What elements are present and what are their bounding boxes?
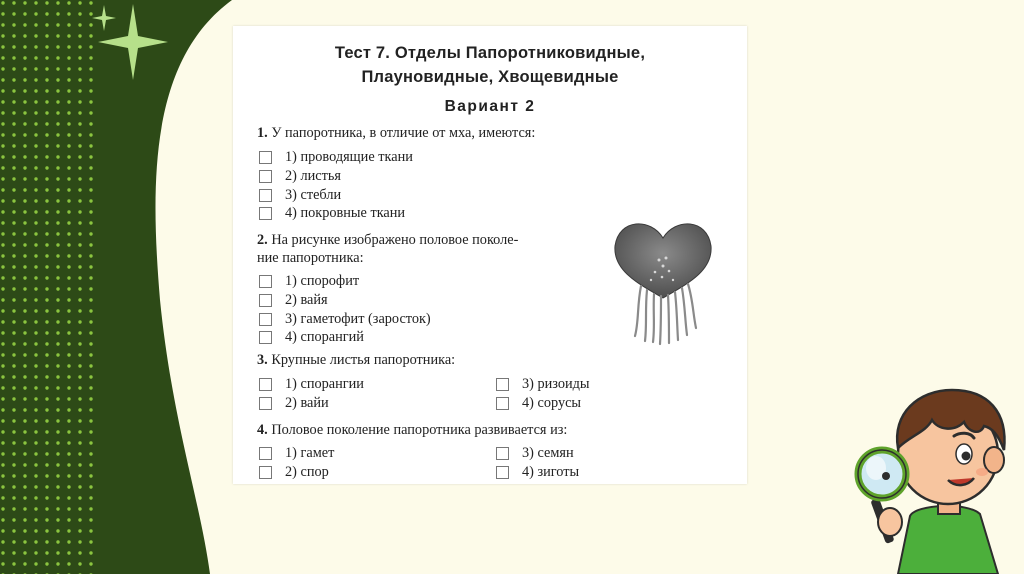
checkbox[interactable] <box>259 170 272 183</box>
checkbox[interactable] <box>259 189 272 202</box>
option-checkbox[interactable] <box>496 464 579 481</box>
option-checkbox[interactable] <box>259 311 431 328</box>
test-title-line2: Плауновидные, Хвощевидные <box>361 68 619 86</box>
option-checkbox[interactable] <box>259 187 341 204</box>
option-checkbox[interactable] <box>259 464 329 481</box>
test-title-line1: Тест 7. Отделы Папоротниковидные, <box>334 44 646 62</box>
option-label: 2) вайя <box>285 292 328 308</box>
option-checkbox[interactable] <box>259 292 328 309</box>
option-checkbox[interactable] <box>259 376 364 393</box>
question-2-continued <box>257 250 364 267</box>
option-label: 2) спор <box>285 464 329 480</box>
question-text: ние папоротника: <box>257 250 364 266</box>
test-card <box>233 26 747 484</box>
option-label: 1) спорофит <box>285 273 360 289</box>
checkbox[interactable] <box>259 275 272 288</box>
option-label: 3) гаметофит (заросток) <box>285 311 431 327</box>
option-checkbox[interactable] <box>259 149 413 166</box>
option-label: 4) сорусы <box>522 395 582 411</box>
option-label: 3) семян <box>522 445 574 461</box>
option-label: 4) покровные ткани <box>285 205 406 221</box>
question-number: 3. <box>257 352 268 368</box>
option-checkbox[interactable] <box>259 329 364 346</box>
fern-gametophyte-illustration <box>611 216 716 346</box>
option-checkbox[interactable] <box>259 395 329 412</box>
checkbox[interactable] <box>259 331 272 344</box>
decorative-left-band <box>0 0 260 574</box>
option-label: 2) листья <box>285 168 341 184</box>
question-1 <box>257 125 535 142</box>
option-label: 3) стебли <box>285 187 342 203</box>
question-text: У папоротника, в отличие от мха, имеются: <box>271 125 536 141</box>
option-label: 1) гамет <box>285 445 335 461</box>
option-checkbox[interactable] <box>259 205 405 222</box>
checkbox[interactable] <box>259 447 272 460</box>
question-number: 4. <box>257 422 268 438</box>
question-number: 2. <box>257 232 268 248</box>
option-checkbox[interactable] <box>496 395 581 412</box>
option-label: 4) спорангий <box>285 329 364 345</box>
option-checkbox[interactable] <box>259 168 341 185</box>
question-text: На рисунке изображено половое поколе- <box>271 232 519 248</box>
checkbox[interactable] <box>259 207 272 220</box>
checkbox[interactable] <box>259 151 272 164</box>
checkbox[interactable] <box>496 378 509 391</box>
checkbox[interactable] <box>259 397 272 410</box>
checkbox[interactable] <box>496 466 509 479</box>
checkbox[interactable] <box>259 466 272 479</box>
checkbox[interactable] <box>496 447 509 460</box>
option-label: 1) проводящие ткани <box>285 149 413 165</box>
option-label: 3) ризоиды <box>522 376 590 392</box>
option-checkbox[interactable] <box>259 273 359 290</box>
checkbox[interactable] <box>259 313 272 326</box>
option-label: 1) спорангии <box>285 376 364 392</box>
question-text: Крупные листья папоротника: <box>271 352 456 368</box>
checkbox[interactable] <box>496 397 509 410</box>
question-3 <box>257 352 455 369</box>
variant-label: Вариант 2 <box>444 98 536 115</box>
question-text: Половое поколение папоротника развивается из: <box>271 422 568 438</box>
question-4 <box>257 422 567 439</box>
option-label: 4) зиготы <box>522 464 580 480</box>
option-checkbox[interactable] <box>496 445 574 462</box>
option-checkbox[interactable] <box>259 445 334 462</box>
option-label: 2) вайи <box>285 395 329 411</box>
option-checkbox[interactable] <box>496 376 590 393</box>
checkbox[interactable] <box>259 378 272 391</box>
boy-with-magnifier-illustration <box>848 384 1024 574</box>
question-2 <box>257 232 518 249</box>
checkbox[interactable] <box>259 294 272 307</box>
question-number: 1. <box>257 125 268 141</box>
